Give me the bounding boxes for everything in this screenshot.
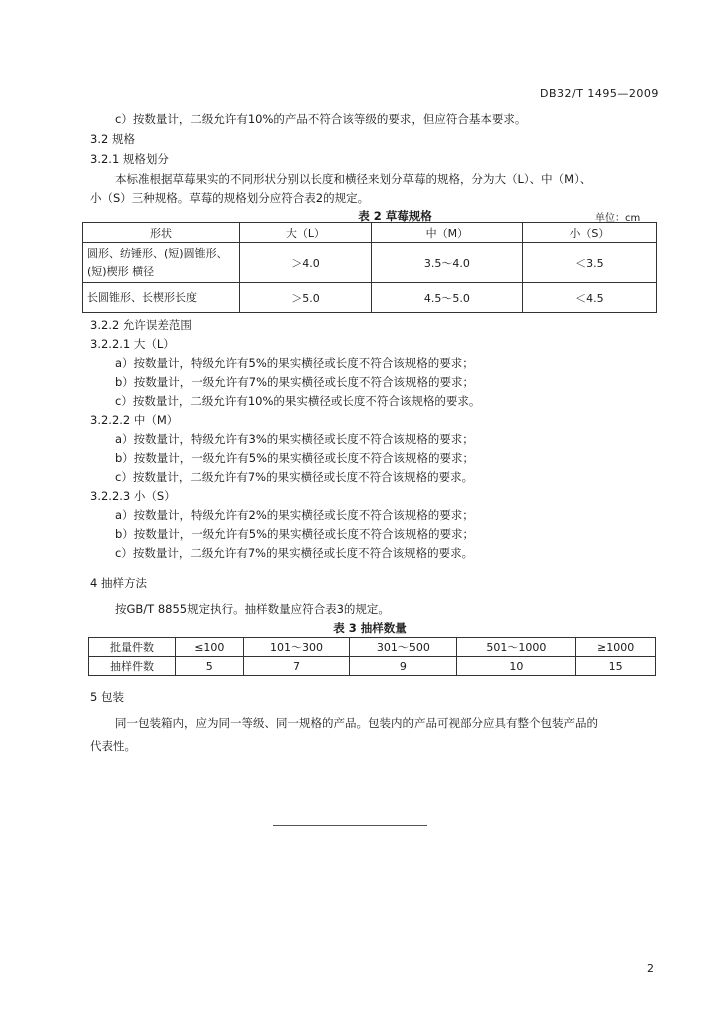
table2-caption: 表 2 草莓规格 (358, 209, 432, 223)
table2-header-row (83, 223, 657, 243)
table3-caption: 表 3 抽样数量 (333, 621, 407, 635)
paragraph-line: 同一包装箱内，应为同一等级、同一规格的产品。包装内的产品可视部分应具有整个包装产品的 (115, 716, 598, 730)
table2-cell: ＜4.5 (522, 283, 656, 313)
table3-cell: ≤100 (176, 638, 244, 657)
table2-cell-shape: 圆形、纺锤形、(短)圆锥形、(短)楔形 横径 (83, 243, 240, 283)
table3-cell: 501～1000 (457, 638, 576, 657)
table2-cell: ＞5.0 (240, 283, 372, 313)
table2-cell: ＜3.5 (522, 243, 656, 283)
end-rule (273, 825, 427, 826)
table3-cell: 10 (457, 657, 576, 676)
table3-cell: 5 (176, 657, 244, 676)
table2-unit: 单位：cm (595, 213, 641, 224)
heading-3-2-1: 3.2.1 规格划分 (90, 152, 169, 166)
heading-3-2-2-3: 3.2.2.3 小（S） (90, 489, 176, 503)
table3-row (89, 657, 656, 676)
heading-5: 5 包装 (90, 690, 124, 704)
clause-item: b）按数量计，一级允许有5%的果实横径或长度不符合该规格的要求； (115, 451, 475, 465)
table3-row (89, 638, 656, 657)
table3-cell: 101～300 (243, 638, 350, 657)
heading-3-2-2: 3.2.2 允许误差范围 (90, 318, 192, 332)
clause-item: c）按数量计，二级允许有7%的果实横径或长度不符合该规格的要求。 (115, 470, 474, 484)
page-number: 2 (647, 962, 654, 975)
table3-cell: 15 (576, 657, 656, 676)
table3-cell-label: 批量件数 (89, 638, 176, 657)
document-code: DB32/T 1495—2009 (540, 87, 659, 100)
paragraph-line: 本标准根据草莓果实的不同形状分别以长度和横径来划分草莓的规格，分为大（L）、中（M）、 (115, 172, 592, 186)
clause-item: c）按数量计，二级允许有10%的果实横径或长度不符合该规格的要求。 (115, 394, 481, 408)
clause-item: b）按数量计，一级允许有7%的果实横径或长度不符合该规格的要求； (115, 375, 475, 389)
paragraph-line: 小（S）三种规格。草莓的规格划分应符合表2的规定。 (90, 191, 370, 205)
table2-row (83, 283, 657, 313)
table2-cell: ＞4.0 (240, 243, 372, 283)
clause-3-1-c: c）按数量计，二级允许有10%的产品不符合该等级的要求，但应符合基本要求。 (115, 112, 527, 126)
clause-item: a）按数量计，特级允许有2%的果实横径或长度不符合该规格的要求； (115, 508, 474, 522)
table2-header-cell: 大（L） (240, 223, 372, 243)
table2-cell: 3.5～4.0 (371, 243, 522, 283)
table2-row (83, 243, 657, 283)
heading-3-2-2-2: 3.2.2.2 中（M） (90, 413, 179, 427)
table2-header-cell: 形状 (83, 223, 240, 243)
table2 (82, 222, 657, 313)
table3-cell: 9 (350, 657, 457, 676)
table3-cell: 7 (243, 657, 350, 676)
table3-cell: ≥1000 (576, 638, 656, 657)
clause-item: b）按数量计，一级允许有5%的果实横径或长度不符合该规格的要求； (115, 527, 475, 541)
heading-4: 4 抽样方法 (90, 576, 147, 590)
paragraph-line: 代表性。 (90, 739, 136, 753)
table2-header-cell: 小（S） (522, 223, 656, 243)
table3-cell-label: 抽样件数 (89, 657, 176, 676)
paragraph-line: 按GB/T 8855规定执行。抽样数量应符合表3的规定。 (115, 602, 390, 616)
table3 (88, 637, 656, 676)
clause-item: a）按数量计，特级允许有5%的果实横径或长度不符合该规格的要求； (115, 356, 474, 370)
heading-3-2: 3.2 规格 (90, 132, 135, 146)
clause-item: a）按数量计，特级允许有3%的果实横径或长度不符合该规格的要求； (115, 432, 474, 446)
table3-cell: 301～500 (350, 638, 457, 657)
table2-cell: 4.5～5.0 (371, 283, 522, 313)
table2-cell-shape: 长圆锥形、长楔形长度 (83, 283, 240, 313)
heading-3-2-2-1: 3.2.2.1 大（L） (90, 337, 175, 351)
table2-header-cell: 中（M） (371, 223, 522, 243)
clause-item: c）按数量计，二级允许有7%的果实横径或长度不符合该规格的要求。 (115, 546, 474, 560)
